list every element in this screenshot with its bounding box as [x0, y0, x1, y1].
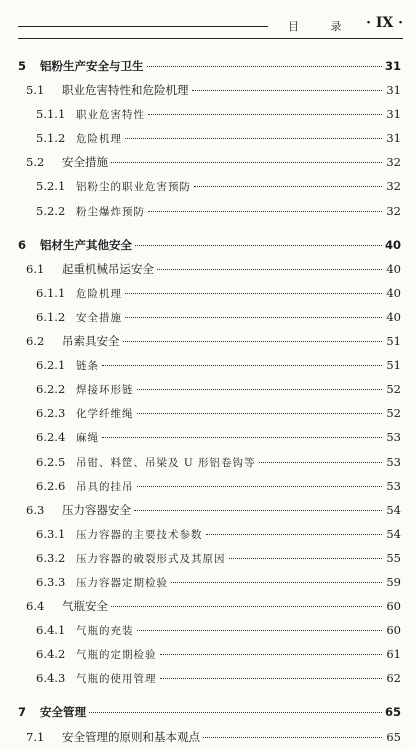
toc-entry-title: 安全管理的原则和基本观点 — [62, 729, 200, 744]
toc-entry-title: 吊索具安全 — [62, 334, 120, 349]
dot-leader — [203, 737, 382, 738]
dot-leader — [171, 582, 382, 583]
toc-entry-title: 铝粉生产安全与卫生 — [40, 59, 144, 73]
toc-entry-title: 职业危害特性 — [76, 109, 145, 122]
dot-leader — [123, 341, 383, 342]
toc-entry[interactable] — [18, 450, 401, 474]
toc-entry-number: 6.2 — [26, 334, 45, 349]
toc-entry-title: 焊接环形链 — [76, 384, 134, 397]
header-page-number: · IX · — [366, 15, 403, 31]
toc-entry-title: 安全管理 — [40, 705, 86, 720]
toc-entry-number: 6.3 — [26, 502, 45, 517]
toc-entry-page: 53 — [386, 430, 401, 445]
toc-entry[interactable] — [18, 353, 401, 377]
dot-leader — [194, 186, 382, 187]
toc-entry-number: 6.4 — [26, 599, 45, 614]
toc-entry-page: 65 — [384, 705, 401, 720]
toc-entry[interactable] — [18, 329, 401, 353]
header-title: 目 录 — [288, 20, 356, 33]
toc-entry-title: 气瓶安全 — [62, 599, 108, 614]
toc-entry[interactable] — [18, 498, 401, 522]
toc-entry-page: 65 — [386, 729, 401, 744]
toc-entry-page: 31 — [386, 131, 401, 146]
toc-entry-page: 59 — [386, 574, 401, 589]
toc-entry-page: 40 — [384, 237, 401, 252]
toc-entry-title: 压力容器定期检验 — [76, 576, 168, 589]
toc-entry-number: 6.2.5 — [36, 454, 66, 469]
toc-entry-number: 6.1 — [26, 261, 45, 276]
toc-entry[interactable] — [18, 174, 401, 198]
table-of-contents — [18, 54, 401, 749]
header-rule — [18, 26, 268, 27]
toc-entry-number: 6.2.3 — [36, 406, 66, 421]
toc-entry-page: 55 — [386, 550, 401, 565]
toc-entry-page: 40 — [386, 285, 401, 300]
dot-leader — [259, 462, 382, 463]
dot-leader — [147, 66, 382, 67]
toc-entry-page: 51 — [386, 358, 401, 373]
dot-leader — [137, 630, 383, 631]
toc-entry-page: 60 — [386, 599, 401, 614]
toc-entry[interactable] — [18, 199, 401, 223]
toc-entry-page: 61 — [386, 647, 401, 662]
toc-entry[interactable] — [18, 102, 401, 126]
toc-entry-number: 6.3.2 — [36, 550, 66, 565]
dot-leader — [137, 389, 383, 390]
dot-leader — [192, 90, 383, 91]
toc-entry-number: 5.2.2 — [36, 203, 66, 218]
toc-entry-title: 化学纤维绳 — [76, 408, 134, 421]
toc-entry[interactable] — [18, 642, 401, 666]
toc-entry-number: 6.2.2 — [36, 382, 66, 397]
toc-entry-page: 53 — [386, 478, 401, 493]
header-divider — [18, 38, 403, 39]
toc-entry-title: 铝粉尘的职业危害预防 — [76, 181, 191, 194]
dot-leader — [102, 437, 382, 438]
toc-entry-title: 铝材生产其他安全 — [40, 237, 132, 252]
toc-entry-title: 压力容器的破裂形式及其原因 — [76, 552, 226, 565]
toc-entry-number: 6.4.3 — [36, 671, 66, 686]
toc-entry-title: 安全措施 — [76, 311, 122, 324]
toc-entry[interactable] — [18, 305, 401, 329]
toc-entry-title: 粉尘爆炸预防 — [76, 205, 145, 218]
toc-entry-page: 60 — [386, 623, 401, 638]
toc-entry-title: 安全措施 — [62, 155, 108, 170]
toc-entry-title: 危险机理 — [76, 287, 122, 300]
toc-entry[interactable] — [18, 126, 401, 150]
toc-entry-number: 6.3.1 — [36, 526, 66, 541]
toc-entry-page: 51 — [386, 334, 401, 349]
dot-leader — [89, 712, 382, 713]
dot-leader — [160, 654, 383, 655]
toc-entry[interactable] — [18, 618, 401, 642]
dot-leader — [125, 293, 382, 294]
toc-entry-page: 54 — [386, 526, 401, 541]
toc-entry[interactable] — [18, 150, 401, 174]
toc-entry-title: 压力容器安全 — [62, 502, 131, 517]
toc-entry-page: 31 — [384, 59, 401, 73]
toc-entry-number: 6.3.3 — [36, 574, 66, 589]
toc-entry-page: 32 — [386, 203, 401, 218]
toc-entry[interactable] — [18, 377, 401, 401]
toc-entry-number: 6.4.2 — [36, 647, 66, 662]
toc-entry-page: 53 — [386, 454, 401, 469]
toc-entry-title: 危险机理 — [76, 133, 122, 146]
toc-entry-title: 气瓶的充装 — [76, 625, 134, 638]
toc-entry[interactable] — [18, 546, 401, 570]
toc-entry-title: 气瓶的定期检验 — [76, 649, 157, 662]
toc-entry[interactable] — [18, 725, 401, 749]
dot-leader — [111, 606, 382, 607]
toc-entry[interactable] — [18, 78, 401, 102]
toc-entry-number: 5.2.1 — [36, 179, 66, 194]
toc-entry-number: 7.1 — [26, 729, 45, 744]
toc-entry[interactable] — [18, 570, 401, 594]
dot-leader — [135, 245, 382, 246]
toc-entry-number: 6.2.6 — [36, 478, 66, 493]
toc-entry-title: 职业危害特性和危险机理 — [62, 83, 189, 98]
dot-leader — [137, 413, 383, 414]
toc-entry-page: 40 — [386, 309, 401, 324]
dot-leader — [111, 162, 382, 163]
dot-leader — [148, 114, 382, 115]
dot-leader — [206, 534, 383, 535]
toc-entry-number: 6.2.1 — [36, 358, 66, 373]
toc-entry-page: 52 — [386, 382, 401, 397]
toc-entry-page: 62 — [386, 671, 401, 686]
dot-leader — [160, 678, 383, 679]
toc-entry-number: 5.2 — [26, 155, 45, 170]
toc-entry-number: 5.1 — [26, 83, 45, 98]
toc-entry-title: 吊钳、料筐、吊梁及 U 形铝卷钩等 — [76, 456, 256, 469]
toc-entry-title: 麻绳 — [76, 432, 99, 445]
toc-entry-page: 52 — [386, 406, 401, 421]
toc-entry-number: 6.1.1 — [36, 285, 66, 300]
toc-entry-number: 6 — [18, 237, 27, 252]
toc-entry[interactable] — [18, 700, 401, 724]
toc-entry[interactable] — [18, 233, 401, 257]
toc-entry-title: 压力容器的主要技术参数 — [76, 528, 203, 541]
toc-entry-number: 6.2.4 — [36, 430, 66, 445]
dot-leader — [157, 269, 382, 270]
toc-entry-title: 气瓶的使用管理 — [76, 673, 157, 686]
page-header — [18, 14, 403, 36]
toc-entry-page: 54 — [386, 502, 401, 517]
dot-leader — [229, 558, 383, 559]
toc-entry-page: 31 — [386, 83, 401, 98]
toc-entry[interactable] — [18, 666, 401, 690]
toc-entry-number: 5.1.2 — [36, 131, 66, 146]
toc-entry[interactable] — [18, 281, 401, 305]
dot-leader — [102, 365, 382, 366]
toc-entry-number: 5.1.1 — [36, 107, 66, 122]
toc-entry-page: 31 — [386, 107, 401, 122]
toc-entry-number: 5 — [18, 59, 27, 73]
toc-entry-title: 起重机械吊运安全 — [62, 261, 154, 276]
toc-entry-page: 40 — [386, 261, 401, 276]
dot-leader — [148, 211, 382, 212]
toc-entry[interactable] — [18, 401, 401, 425]
toc-entry-page: 32 — [386, 155, 401, 170]
toc-entry-number: 7 — [18, 705, 27, 720]
toc-entry[interactable] — [18, 425, 401, 449]
toc-entry[interactable] — [18, 257, 401, 281]
toc-entry-title: 吊具的挂吊 — [76, 480, 134, 493]
dot-leader — [125, 138, 382, 139]
toc-entry[interactable] — [18, 54, 401, 78]
toc-entry-number: 6.1.2 — [36, 309, 66, 324]
dot-leader — [134, 510, 382, 511]
toc-entry[interactable] — [18, 474, 401, 498]
toc-entry[interactable] — [18, 594, 401, 618]
toc-entry-page: 32 — [386, 179, 401, 194]
toc-entry-number: 6.4.1 — [36, 623, 66, 638]
toc-entry[interactable] — [18, 522, 401, 546]
dot-leader — [125, 317, 382, 318]
dot-leader — [137, 486, 383, 487]
toc-entry-title: 链条 — [76, 360, 99, 373]
